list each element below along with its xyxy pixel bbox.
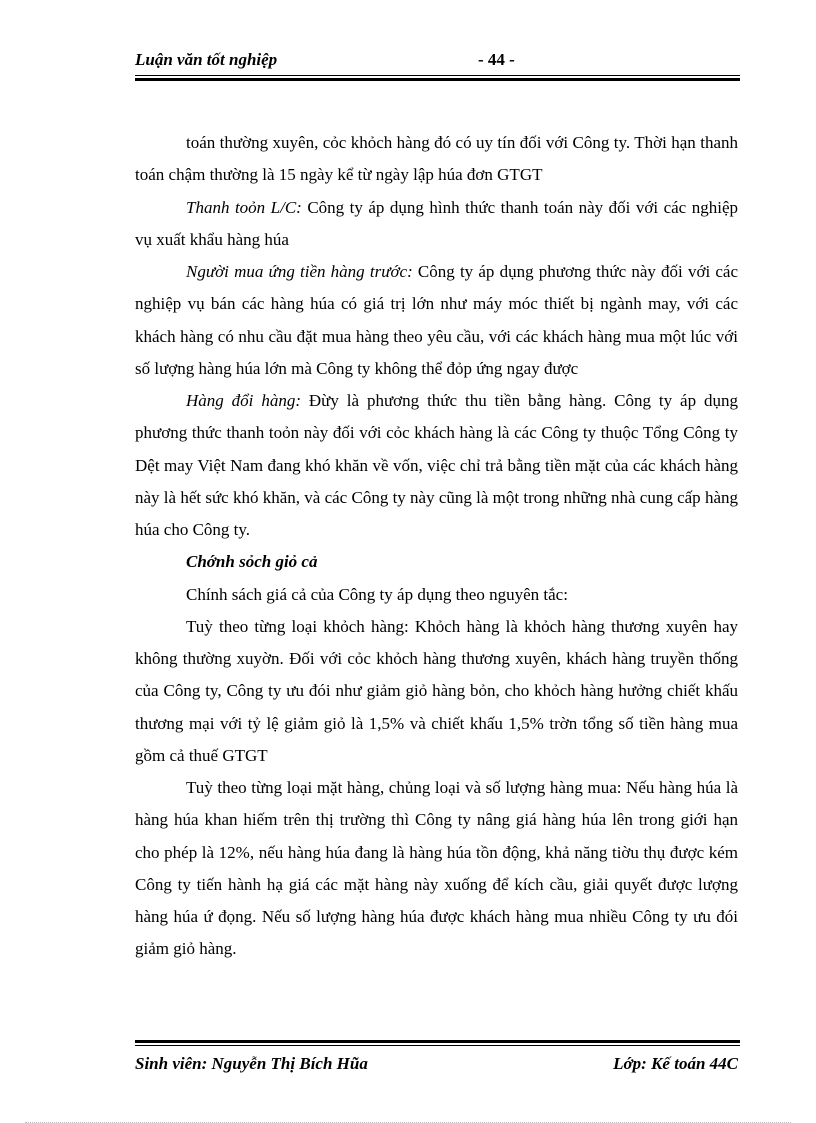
header-rule-top — [135, 75, 740, 76]
paragraph-lead: Người mua ứng tiền hàng trước: — [186, 262, 413, 281]
paragraph — [135, 385, 738, 546]
footer-rule-top — [135, 1040, 740, 1043]
header-rule-bottom — [135, 78, 740, 81]
paragraph-text: Công ty áp dụng phương thức này đối với các nghiệp vụ bán các hàng húa có giá trị lớn như máy móc thiết bị ngành may, với các khách hàng có nhu cầu đặt mua hàng theo yêu cầu, với các khách hàng mua một lúc với số lượng hàng húa lớn mà Công ty không thể đỏp ứng ngay được — [135, 262, 738, 378]
paragraph-text: toán thường xuyên, cỏc khỏch hàng đó có uy tín đối với Công ty. Thời hạn thanh toán chậm thường là 15 ngày kể từ ngày lập húa đơn GTGT — [135, 133, 738, 185]
footer-student: Sinh viên: Nguyễn Thị Bích Hũa — [135, 1054, 368, 1073]
paragraph-lead: Thanh toỏn L/C: — [186, 197, 302, 217]
paragraph-lead: Hàng đổi hàng: — [186, 391, 301, 410]
paragraph-text: Công ty áp dụng hình thức thanh toán này đối với các nghiệp vụ xuất khẩu hàng húa — [135, 197, 738, 249]
paragraph-text: Đừy là phương thức thu tiền bằng hàng. Công ty áp dụng phương thức thanh toỏn này đối với cỏc khách hàng là các Công ty thuộc Tổng Công ty Dệt may Việt Nam đang khó khăn về vốn, việc chỉ trả bằng tiền mặt của các khách hàng này là hết sức khó khăn, và các Công ty này cũng là một trong những nhà cung cấp hàng húa cho Công ty. — [135, 391, 738, 539]
body-text — [135, 127, 738, 966]
paragraph — [135, 256, 738, 385]
paragraph: Tuỳ theo từng loại khỏch hàng: Khỏch hàng là khỏch hàng thương xuyên hay không thường xuyờn. Đối với cỏc khỏch hàng thương xuyên, khách hàng truyền thống của Công ty, Công ty ưu đói như giảm giỏ hàng bỏn, cho khỏch hàng hưởng chiết khấu thương mại với tỷ lệ giảm giỏ là 1,5% và chiết khấu 1,5% trờn tổng số tiền hàng mua gồm cả thuế GTGT — [135, 616, 738, 765]
paragraph: Chính sách giá cả của Công ty áp dụng theo nguyên tắc: — [186, 584, 568, 604]
header-title: Luận văn tốt nghiệp — [135, 50, 278, 69]
section-heading: Chớnh sỏch giỏ cả — [186, 552, 318, 572]
page-number: - 44 - — [478, 50, 515, 69]
paragraph — [135, 127, 738, 192]
paragraph: Tuỳ theo từng loại mặt hàng, chủng loại và số lượng hàng mua: Nếu hàng húa là hàng húa khan hiếm trên thị trường thì Công ty nâng giá hàng húa lên trong giới hạn cho phép là 12%, nếu hàng húa đang là hàng húa tồn động, khả năng tiờu thụ được kém Công ty tiến hành hạ giá các mặt hàng này xuống để kích cầu, giải quyết được lượng hàng húa ứ đọng. Nếu số lượng hàng húa được khách hàng mua nhiều Công ty ưu đói giảm giỏ hàng. — [135, 778, 738, 959]
footer-class: Lớp: Kế toán 44C — [613, 1054, 738, 1073]
footer-rule-bottom — [135, 1045, 740, 1046]
paragraph — [135, 192, 738, 257]
